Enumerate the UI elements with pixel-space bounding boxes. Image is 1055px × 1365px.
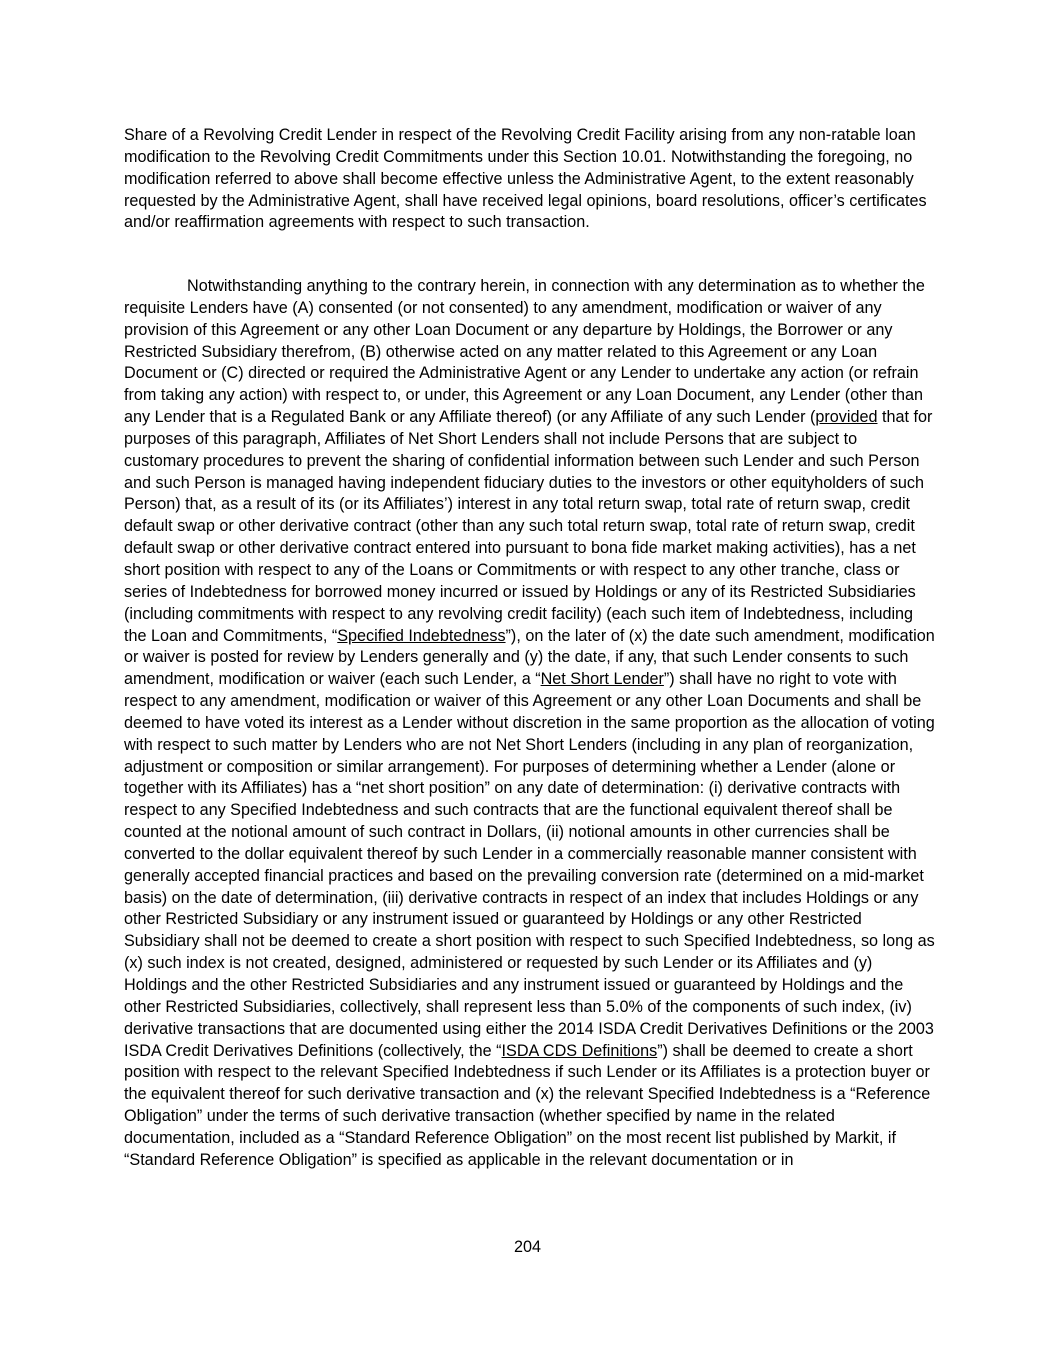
paragraph-2-text-4: ”) shall have no right to vote with respect to any amendment, modification or waiver of this Agreement or any other Loan Documents and shall be deemed to have voted its interest as a Lender without discretion in the same proportion as the allocation of voting with respect to such matter by Lenders who are not Net Short Lenders (including in any plan of reorganization, adjustment or composition or similar arrangement). For purposes of determining whether a Lender (alone or together with its Affiliates) has a “net short position” on any date of determination: (i) derivative contracts with respect to any Specified Indebtedness and such contracts that are the functional equivalent thereof shall be counted at the notional amount of such contract in Dollars, (ii) notional amounts in other currencies shall be converted to the dollar equivalent thereof by such Lender in a commercially reasonable manner consistent with generally accepted financial practices and based on the prevailing conversion rate (determined on a mid-market basis) on the date of determination, (iii) derivative contracts in respect of an index that includes Holdings or any other Restricted Subsidiary or any instrument issued or guaranteed by Holdings or any other Restricted Subsidiary shall not be deemed to create a short position with respect to such Specified Indebtedness, so long as (x) such index is not created, designed, administered or requested by such Lender or its Affiliates and (y) Holdings and the other Restricted Subsidiaries and any instrument issued or guaranteed by Holdings and the other Restricted Subsidiaries, collectively, shall represent less than 5.0% of the components of such index, (iv) derivative transactions that are documented using either the 2014 ISDA Credit Derivatives Definitions or the 2003 ISDA Credit Derivatives Definitions (collectively, the “ [124,670,935,1060]
paragraph-2 [124,276,936,1172]
paragraph-2-text-1: Notwithstanding anything to the contrary herein, in connection with any determination as to whether the requisite Lenders have (A) consented (or not consented) to any amendment, modification or waiver of any provision of this Agreement or any other Loan Document or any departure by Holdings, the Borrower or any Restricted Subsidiary therefrom, (B) otherwise acted on any matter related to this Agreement or any Loan Document or (C) directed or required the Administrative Agent or any Lender to undertake any action (or refrain from taking any action) with respect to, or under, this Agreement or any Loan Document, any Lender (other than any Lender that is a Regulated Bank or any Affiliate thereof) (or any Affiliate of any such Lender ( [124,277,925,427]
defined-term-isda-cds-definitions: ISDA CDS Definitions [501,1041,658,1060]
defined-term-net-short-lender: Net Short Lender [540,670,664,689]
page-number: 204 [513,1238,541,1256]
defined-term-provided: provided [815,408,878,427]
defined-term-specified-indebtedness: Specified Indebtedness [337,626,506,645]
paragraph-2-text-2: that for purposes of this paragraph, Affiliates of Net Short Lenders shall not include Persons that are subject to customary procedures to prevent the sharing of confidential information between such Lender and such Person and such Person is managed having independent fiduciary duties to the investors or other equityholders of such Person) that, as a result of its (or its Affiliates’) interest in any total return swap, total rate of return swap, credit default swap or other derivative contract (other than any such total return swap, total rate of return swap, credit default swap or other derivative contract entered into pursuant to bona fide market making activities), has a net short position with respect to any of the Loans or Commitments or with respect to any other tranche, class or series of Indebtedness for borrowed money incurred or issued by Holdings or any of its Restricted Subsidiaries (including commitments with respect to any revolving credit facility) (each such item of Indebtedness, including the Loan and Commitments, “ [124,408,933,645]
paragraph-2-text-5: ”) shall be deemed to create a short position with respect to the relevant Specified Indebtedness if such Lender or its Affiliates is a protection buyer or the equivalent thereof for such derivative transaction and (x) the relevant Specified Indebtedness is a “Reference Obligation” under the terms of such derivative transaction (whether specified by name in the related documentation, included as a “Standard Reference Obligation” on the most recent list published by Markit, if “Standard Reference Obligation” is specified as applicable in the relevant documentation or in [124,1041,931,1169]
paragraph-2-text-3: ”), on the later of (x) the date such amendment, modification or waiver is posted for review by Lenders generally and (y) the date, if any, that such Lender consents to such amendment, modification or waiver (each such Lender, a “ [124,626,935,689]
paragraph-1: Share of a Revolving Credit Lender in respect of the Revolving Credit Facility arising from any non-ratable loan modification to the Revolving Credit Commitments under this Section 10.01. Notwithstanding the foregoing, no modification referred to above shall become effective unless the Administrative Agent, to the extent reasonably requested by the Administrative Agent, shall have received legal opinions, board resolutions, officer’s certificates and/or reaffirmation agreements with respect to such transaction. [124,126,927,232]
